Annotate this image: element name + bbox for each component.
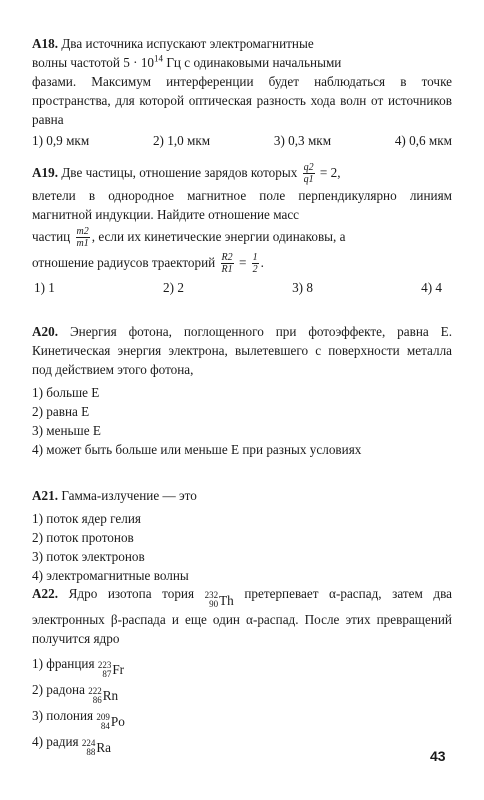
answer-option[interactable]: 4) 4	[421, 280, 442, 295]
answer-option[interactable]	[32, 706, 452, 732]
element-symbol: Rn	[102, 688, 119, 703]
answer-option[interactable]: 1) больше E	[32, 385, 100, 400]
answer-option[interactable]	[32, 680, 452, 706]
equation-text: =	[238, 255, 247, 270]
answer-options	[32, 278, 452, 297]
fraction-numerator: 1	[252, 252, 258, 264]
fraction-numerator: R2	[221, 252, 233, 264]
question-text: Две частицы, отношение зарядов которых	[61, 165, 298, 180]
element-symbol: Po	[110, 714, 125, 729]
mass-number: 232	[204, 590, 219, 600]
fraction-denominator: q1	[303, 174, 314, 186]
answer-options	[32, 654, 452, 758]
element-symbol: Ra	[96, 740, 112, 755]
question-text: Энергия фотона, поглощенного при фотоэффекте, равна E. Кинетическая энергия электрона, вылетевшего с поверхности металла под действием этого фотона,	[32, 324, 453, 377]
question-text: влетели в однородное магнитное поле перпендикулярно линиям магнитной индукции. Найдите отношение масс	[32, 188, 452, 222]
question-a21	[32, 486, 452, 585]
answer-options	[32, 383, 452, 459]
answer-option[interactable]: 4) электромагнитные волны	[32, 568, 189, 583]
question-number: А18.	[32, 36, 59, 51]
question-text: частиц	[32, 229, 71, 244]
answer-option[interactable]: 1) 1	[34, 280, 55, 295]
fraction-denominator: m1	[76, 238, 89, 250]
answer-option[interactable]: 2) равна E	[32, 404, 90, 419]
exponent: 14	[154, 53, 164, 64]
answer-option[interactable]	[32, 732, 452, 758]
question-a20	[32, 322, 452, 459]
question-text: Два источника испускают электромагнитные	[61, 36, 314, 51]
question-text: Гамма-излучение — это	[61, 488, 197, 503]
question-text: .	[260, 255, 264, 270]
atomic-number: 88	[86, 746, 96, 757]
atomic-number: 87	[102, 668, 112, 679]
atomic-number: 86	[92, 694, 102, 705]
option-label: 4) радия	[32, 733, 79, 749]
question-text: волны частотой 5 · 10	[32, 55, 155, 70]
question-number: А21.	[32, 488, 59, 503]
mass-number: 224	[81, 737, 96, 748]
question-text: Ядро изотопа тория	[68, 586, 195, 601]
atomic-number: 90	[209, 599, 219, 609]
question-text: фазами. Максимум интерференции будет наблюдаться в точке пространства, для которой оптическая разность хода волн от источников равна	[32, 74, 452, 127]
question-number: А19.	[32, 165, 59, 180]
answer-option[interactable]: 1) 0,9 мкм	[32, 133, 90, 148]
answer-option[interactable]: 4) 0,6 мкм	[394, 133, 452, 148]
answer-option[interactable]: 3) меньше E	[32, 423, 101, 438]
mass-number: 223	[97, 659, 112, 670]
thorium-nuclide	[205, 591, 234, 610]
fraction-denominator: R1	[221, 264, 233, 276]
answer-option[interactable]: 3) поток электронов	[32, 549, 145, 564]
element-symbol: Fr	[112, 662, 125, 677]
question-a19	[32, 160, 452, 297]
question-text: отношение радиусов траекторий	[32, 255, 216, 270]
answer-option[interactable]: 2) 1,0 мкм	[152, 133, 211, 148]
answer-options	[32, 131, 452, 150]
answer-option[interactable]: 2) поток протонов	[32, 530, 134, 545]
answer-option[interactable]: 3) 8	[292, 280, 313, 295]
fraction-radii	[221, 252, 234, 275]
fraction-numerator: q2	[303, 162, 314, 174]
page-number: 43	[430, 748, 446, 764]
answer-option[interactable]	[32, 654, 452, 680]
fraction-numerator: m2	[76, 226, 89, 238]
fraction-half	[252, 252, 259, 275]
fraction-charges	[303, 162, 315, 185]
fraction-masses	[76, 226, 90, 249]
question-a22	[32, 584, 452, 758]
mass-number: 209	[96, 711, 110, 722]
answer-option[interactable]: 2) 2	[163, 280, 184, 295]
answer-option[interactable]: 1) поток ядер гелия	[32, 511, 141, 526]
option-label: 2) радона	[32, 681, 85, 697]
answer-option[interactable]: 3) 0,3 мкм	[273, 133, 332, 148]
fraction-denominator: 2	[252, 264, 258, 276]
question-a18	[32, 34, 452, 150]
atomic-number: 84	[100, 720, 110, 731]
question-text: Гц с одинаковыми начальными	[163, 55, 342, 70]
question-number: А22.	[32, 586, 59, 601]
answer-option[interactable]: 4) может быть больше или меньше E при разных условиях	[32, 442, 362, 457]
element-symbol: Th	[219, 592, 234, 608]
question-text: претерпевает α-распад, затем два электронных β-распада и еще один α-распад. После этих превращений получится ядро	[32, 586, 453, 646]
option-label: 3) полония	[32, 707, 94, 723]
answer-options	[32, 509, 452, 585]
question-number: А20.	[32, 324, 59, 339]
mass-number: 222	[88, 685, 102, 696]
option-label: 1) франция	[32, 655, 95, 671]
question-text: , если их кинетические энергии одинаковы, а	[91, 229, 346, 244]
equation-text: = 2,	[319, 165, 341, 180]
